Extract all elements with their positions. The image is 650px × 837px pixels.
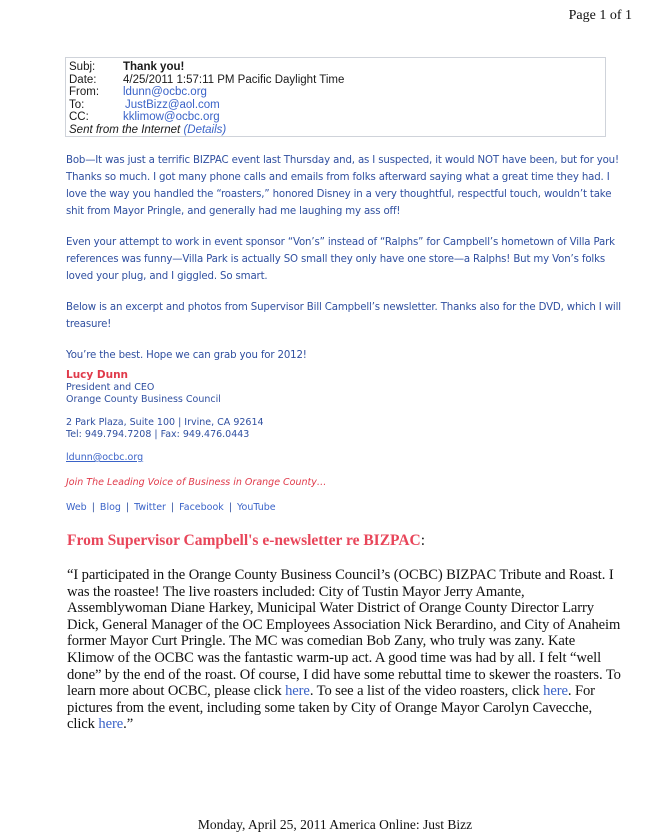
date-label: Date:	[69, 73, 97, 86]
from-label: From:	[69, 86, 100, 98]
body-paragraph: Below is an excerpt and photos from Supervisor Bill Campbell’s newsletter. Thanks also for the DVD, which I will treasure!	[66, 302, 621, 330]
cc-email-link[interactable]: kklimow@ocbc.org	[123, 111, 220, 123]
ocbc-here-link[interactable]: here	[285, 683, 310, 700]
date-row	[69, 74, 605, 87]
page-number-header: Page 1 of 1	[568, 8, 632, 23]
pictures-here-link[interactable]: here	[98, 716, 124, 733]
blog-link[interactable]: Blog	[99, 502, 121, 513]
to-label: To:	[69, 98, 85, 111]
newsletter-heading-colon: :	[420, 532, 426, 549]
sent-from-line	[69, 124, 605, 137]
page-footer: Monday, April 25, 2011 America Online: Just Bizz	[197, 817, 473, 832]
signature-identity	[66, 369, 326, 405]
cc-row	[69, 111, 605, 124]
sent-from-text: Sent from the Internet	[69, 123, 181, 136]
from-row	[69, 86, 605, 99]
newsletter-quote	[67, 567, 622, 733]
date-value: 4/25/2011 1:57:11 PM Pacific Daylight Time	[123, 73, 345, 86]
youtube-link[interactable]: YouTube	[237, 502, 276, 513]
cc-label: CC:	[69, 111, 89, 123]
details-link[interactable]: (Details)	[183, 123, 227, 136]
signature-address: 2 Park Plaza, Suite 100 | Irvine, CA 92614	[66, 417, 264, 428]
body-paragraph: Even your attempt to work in event sponsor “Von’s” instead of “Ralphs” for Campbell’s hometown of Villa Park references was funny—Villa Park is actually SO small they only have one store—a Ralphs! But my Von’s folks loved your plug, and I giggled. So smart.	[66, 237, 615, 282]
signature-email-link[interactable]: ldunn@ocbc.org	[66, 452, 144, 463]
body-paragraph: You’re the best. Hope we can grab you for 2012!	[66, 350, 307, 361]
to-email-link[interactable]: JustBizz@aol.com	[125, 98, 220, 111]
signature-org: Orange County Business Council	[66, 393, 221, 405]
to-row	[69, 99, 605, 112]
body-paragraph: Bob—It was just a terrific BIZPAC event last Thursday and, as I suspected, it would NOT have been, but for you! Thanks so much. I got many phone calls and emails from folks afterward saying what a great time they had. I love the way you handled the “roasters,” honored Disney in a very thoughtful, respectful touch, wouldn’t take shit from Mayor Pringle, and generally had me laughing my ass off!	[66, 155, 619, 217]
quote-text: . For pictures from the event, including some taken by City of Orange Mayor Carolyn Cavecche, click	[67, 683, 595, 733]
link-separator: |	[91, 502, 95, 513]
link-separator: |	[228, 502, 233, 513]
link-separator: |	[125, 502, 130, 513]
subject-label: Subj:	[69, 61, 96, 73]
quote-text: “I participated in the Orange County Business Council’s (OCBC) BIZPAC Tribute and Roast. I was the roastee! The live roasters included: City of Tustin Mayor Jerry Amante, Assemblywoman Diane Harkey, Municipal Water District of Orange County Director Larry Dick, General Manager of the OC Employees Association Nick Berardino, and City of Anaheim former Mayor Curt Pringle. The MC was comedian Bob Zany, who truly was zany. Kate Klimow of the OCBC was the fantastic warm-up act. A good time was had by all. I felt “well done” by the end of the roast. Of course, I did have some rebuttal time to skewer the roasters. To learn more about OCBC, please click	[67, 567, 621, 700]
web-link[interactable]: Web	[66, 502, 87, 513]
twitter-link[interactable]: Twitter	[134, 502, 166, 513]
newsletter-heading	[67, 532, 425, 550]
signature-social-links	[66, 502, 326, 514]
signature-title: President and CEO	[66, 382, 155, 393]
video-roasters-here-link[interactable]: here	[543, 683, 568, 700]
subject-row	[69, 61, 605, 74]
quote-text: .”	[123, 716, 134, 733]
email-signature	[66, 369, 326, 514]
email-body	[66, 152, 626, 378]
signature-phone: Tel: 949.794.7208 | Fax: 949.476.0443	[66, 428, 250, 440]
facebook-link[interactable]: Facebook	[179, 502, 224, 513]
quote-text: . To see a list of the video roasters, click	[309, 683, 544, 700]
from-email-link[interactable]: ldunn@ocbc.org	[123, 86, 207, 98]
email-header-box	[65, 57, 606, 137]
signature-name: Lucy Dunn	[66, 369, 129, 381]
subject-value: Thank you!	[123, 61, 185, 73]
signature-tagline: Join The Leading Voice of Business in Orange County…	[66, 476, 327, 488]
signature-contact	[66, 417, 326, 440]
link-separator: |	[170, 502, 175, 513]
newsletter-heading-text: From Supervisor Campbell's e-newsletter re BIZPAC	[67, 532, 421, 549]
